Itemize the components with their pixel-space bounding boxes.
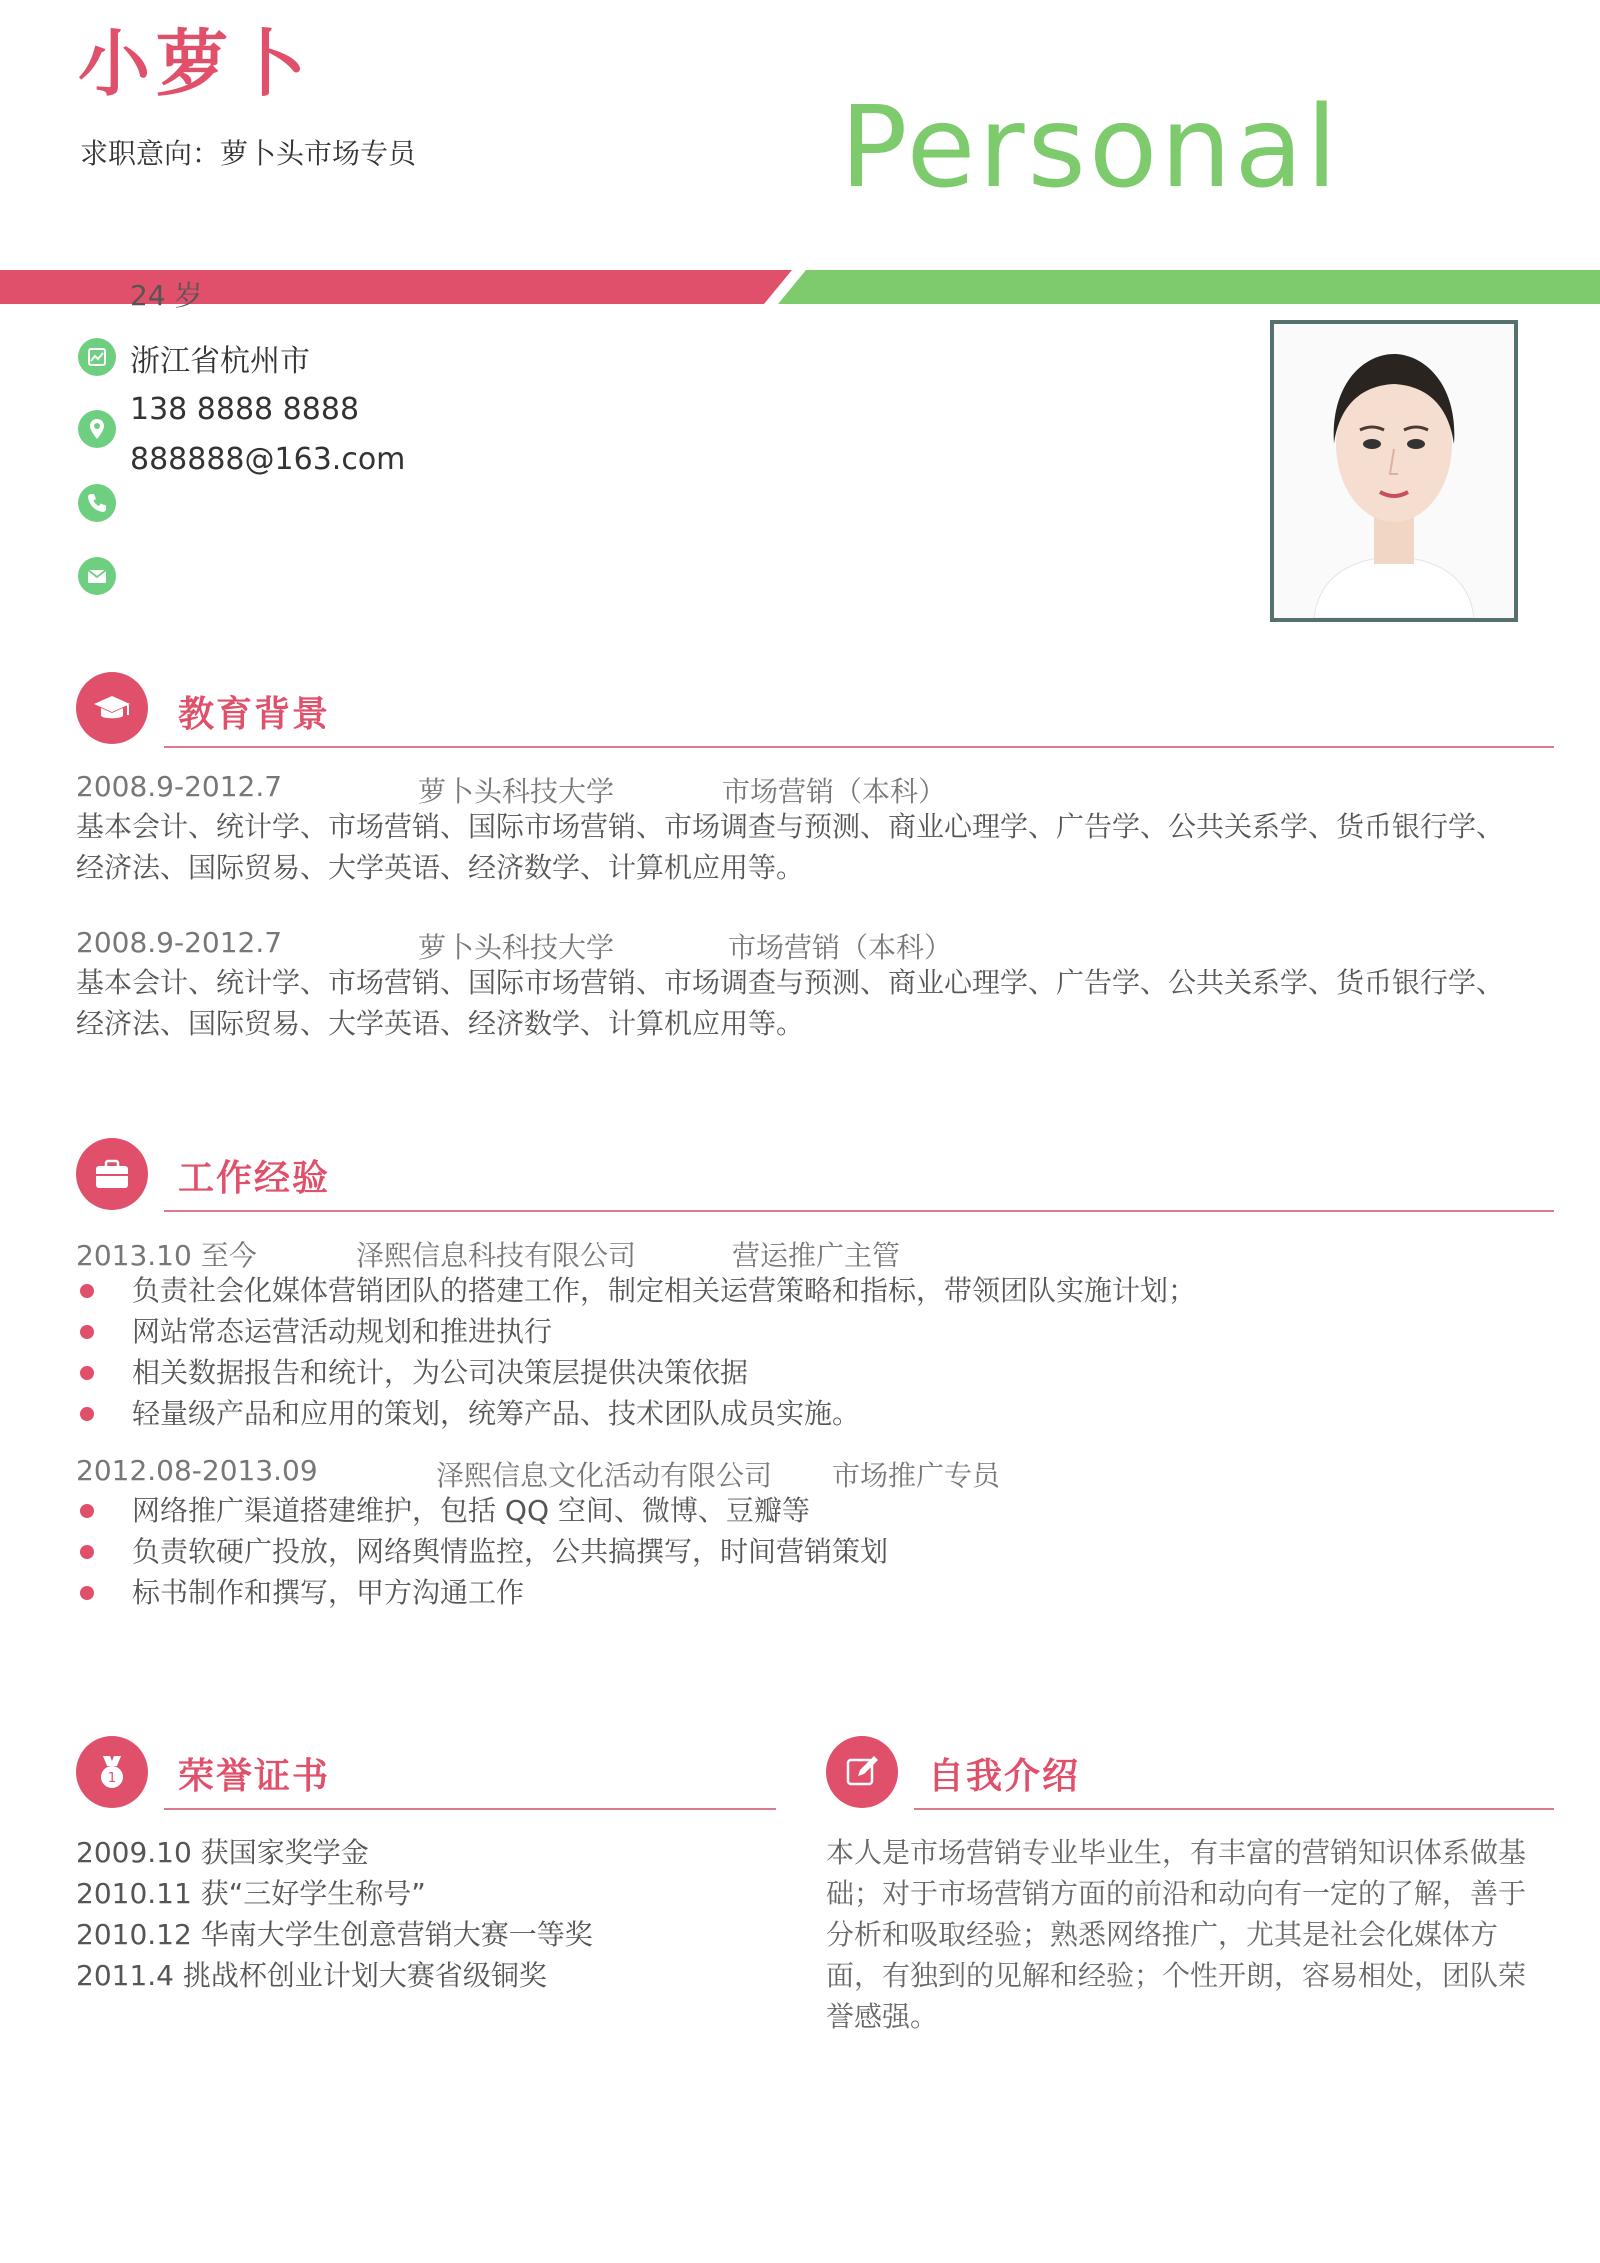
job-period: 2012.08-2013.09 — [76, 1454, 318, 1487]
job-company: 泽熙信息科技有限公司 — [356, 1239, 637, 1272]
edu-major: 市场营销（本科） — [722, 775, 947, 808]
edu-period: 2008.9-2012.7 — [76, 926, 283, 959]
candidate-name: 小萝卜 — [78, 22, 313, 106]
job-position: 市场推广专员 — [832, 1459, 1001, 1492]
edu-courses: 基本会计、统计学、市场营销、国际市场营销、市场调查与预测、商业心理学、广告学、公共关系学、货币银行学、 — [76, 810, 1505, 843]
honor-item: 2010.11 获“三好学生称号” — [76, 1877, 426, 1910]
bullet-dot — [80, 1545, 94, 1559]
email-text: 888888@163.com — [130, 442, 406, 477]
decorative-title: Personal — [840, 83, 1341, 213]
honor-item: 2010.12 华南大学生创意营销大赛一等奖 — [76, 1918, 593, 1951]
job-position: 营运推广主管 — [732, 1239, 901, 1272]
location-text: 浙江省杭州市 — [130, 344, 310, 379]
honors-title: 荣誉证书 — [178, 1756, 331, 1797]
mail-icon — [78, 557, 116, 595]
self-intro-line: 分析和吸取经验；熟悉网络推广，尤其是社会化媒体方 — [826, 1918, 1499, 1951]
edu-period: 2008.9-2012.7 — [76, 770, 283, 803]
work-divider — [164, 1210, 1554, 1212]
edu-school: 萝卜头科技大学 — [418, 775, 615, 808]
profile-photo — [1270, 320, 1518, 622]
self-intro-line: 誉感强。 — [826, 2000, 939, 2033]
bullet-dot — [80, 1504, 94, 1518]
self-intro-title: 自我介绍 — [928, 1756, 1081, 1797]
job-intent: 求职意向：萝卜头市场专员 — [80, 137, 417, 170]
svg-text:1: 1 — [107, 1771, 117, 1786]
edit-icon — [826, 1736, 898, 1808]
job-period: 2013.10 至今 — [76, 1239, 257, 1272]
self-intro-line: 础；对于市场营销方面的前沿和动向有一定的了解，善于 — [826, 1877, 1527, 1910]
age-text: 24 岁 — [130, 279, 203, 312]
phone-text: 138 8888 8888 — [130, 392, 360, 427]
bullet-dot — [80, 1586, 94, 1600]
header-stripe — [0, 270, 1600, 304]
bullet-dot — [80, 1325, 94, 1339]
briefcase-icon — [76, 1138, 148, 1210]
medal-icon — [76, 1736, 148, 1808]
self-intro-divider — [914, 1808, 1554, 1810]
edu-courses: 经济法、国际贸易、大学英语、经济数学、计算机应用等。 — [76, 1007, 805, 1040]
self-intro-line: 面，有独到的见解和经验；个性开朗，容易相处，团队荣 — [826, 1959, 1527, 1992]
job-duty: 网络推广渠道搭建维护，包括 QQ 空间、微博、豆瓣等 — [132, 1494, 810, 1527]
self-intro-line: 本人是市场营销专业毕业生，有丰富的营销知识体系做基 — [826, 1836, 1527, 1869]
job-duty: 相关数据报告和统计，为公司决策层提供决策依据 — [132, 1356, 749, 1389]
graduation-cap-icon — [76, 672, 148, 744]
bullet-dot — [80, 1407, 94, 1421]
pin-icon — [78, 410, 116, 448]
bullet-dot — [80, 1284, 94, 1298]
job-duty: 标书制作和撰写，甲方沟通工作 — [132, 1576, 525, 1609]
honor-item: 2009.10 获国家奖学金 — [76, 1836, 369, 1869]
edu-courses: 经济法、国际贸易、大学英语、经济数学、计算机应用等。 — [76, 851, 805, 884]
education-title: 教育背景 — [178, 694, 331, 735]
job-duty: 轻量级产品和应用的策划，统筹产品、技术团队成员实施。 — [132, 1397, 861, 1430]
job-duty: 负责社会化媒体营销团队的搭建工作，制定相关运营策略和指标，带领团队实施计划； — [132, 1274, 1197, 1307]
education-divider — [164, 746, 1554, 748]
phone-icon — [78, 484, 116, 522]
work-title: 工作经验 — [178, 1158, 331, 1199]
edu-courses: 基本会计、统计学、市场营销、国际市场营销、市场调查与预测、商业心理学、广告学、公共关系学、货币银行学、 — [76, 966, 1505, 999]
job-duty: 负责软硬广投放，网络舆情监控，公共搞撰写，时间营销策划 — [132, 1535, 889, 1568]
edu-major: 市场营销（本科） — [728, 931, 953, 964]
job-company: 泽熙信息文化活动有限公司 — [436, 1459, 773, 1492]
job-duty: 网站常态运营活动规划和推进执行 — [132, 1315, 553, 1348]
honors-divider — [164, 1808, 776, 1810]
honor-item: 2011.4 挑战杯创业计划大赛省级铜奖 — [76, 1959, 547, 1992]
edu-school: 萝卜头科技大学 — [418, 931, 615, 964]
location-icon — [78, 338, 116, 376]
bullet-dot — [80, 1366, 94, 1380]
